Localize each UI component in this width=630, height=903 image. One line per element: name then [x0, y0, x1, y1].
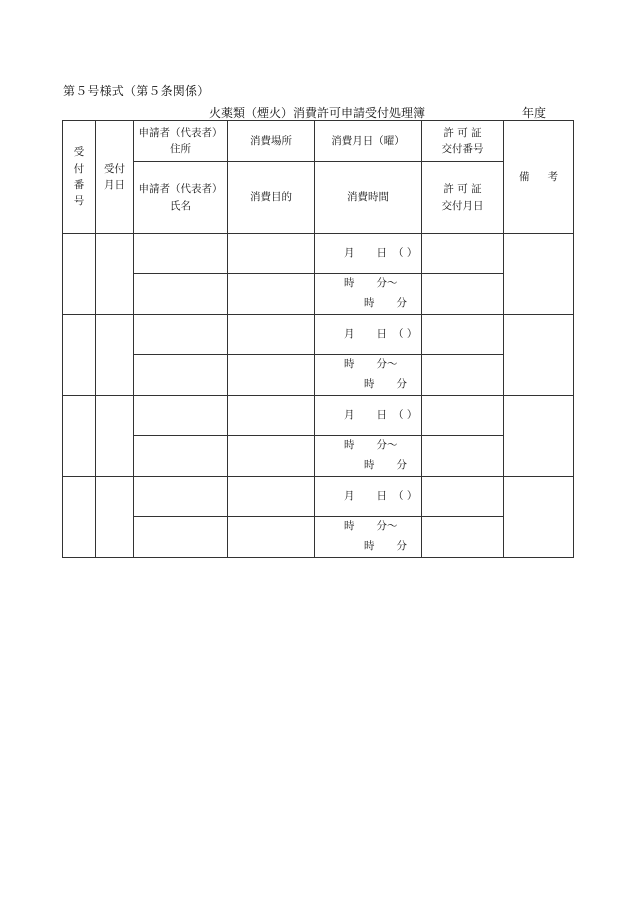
consumption-purpose-cell[interactable]	[228, 274, 315, 315]
table-row	[63, 355, 574, 396]
register-title: 火薬類（煙火）消費許可申請受付処理簿	[209, 106, 426, 120]
consumption-time-cell[interactable]: 時 分～ 時 分	[315, 517, 422, 558]
header-consumption-purpose: 消費目的	[228, 162, 315, 234]
header-consumption-time: 消費時間	[315, 162, 422, 234]
consumption-purpose-cell[interactable]	[228, 355, 315, 396]
table-row	[63, 315, 574, 355]
remarks-cell[interactable]	[504, 396, 574, 477]
fiscal-year-label: 年度	[522, 106, 547, 120]
reception-number-cell[interactable]	[63, 315, 96, 396]
consumption-place-cell[interactable]	[228, 477, 315, 517]
applicant-name-cell[interactable]	[134, 436, 228, 477]
applicant-address-cell[interactable]	[134, 396, 228, 436]
table-row	[63, 274, 574, 315]
consumption-date-cell[interactable]: 月 日 （ ）	[315, 315, 422, 355]
applicant-name-cell[interactable]	[134, 355, 228, 396]
remarks-cell[interactable]	[504, 477, 574, 558]
consumption-place-cell[interactable]	[228, 396, 315, 436]
reception-register-table	[62, 120, 574, 558]
applicant-name-cell[interactable]	[134, 274, 228, 315]
applicant-name-cell[interactable]	[134, 517, 228, 558]
header-reception-date: 受付 月日	[96, 121, 134, 234]
header-consumption-date: 消費月日（曜）	[315, 121, 422, 162]
table-row	[63, 396, 574, 436]
remarks-cell[interactable]	[504, 315, 574, 396]
header-consumption-place: 消費場所	[228, 121, 315, 162]
permit-number-cell[interactable]	[422, 396, 504, 436]
form-label: 第５号様式（第５条関係）	[63, 84, 210, 98]
reception-date-cell[interactable]	[96, 396, 134, 477]
remarks-cell[interactable]	[504, 234, 574, 315]
consumption-time-cell[interactable]: 時 分～ 時 分	[315, 355, 422, 396]
applicant-address-cell[interactable]	[134, 315, 228, 355]
table-row	[63, 517, 574, 558]
table-row	[63, 477, 574, 517]
header-remarks: 備 考	[504, 121, 574, 234]
header-applicant-name: 申請者（代表者） 氏名	[134, 162, 228, 234]
reception-date-cell[interactable]	[96, 315, 134, 396]
consumption-date-cell[interactable]: 月 日 （ ）	[315, 477, 422, 517]
permit-date-cell[interactable]	[422, 355, 504, 396]
permit-date-cell[interactable]	[422, 274, 504, 315]
reception-number-cell[interactable]	[63, 477, 96, 558]
consumption-place-cell[interactable]	[228, 315, 315, 355]
consumption-time-cell[interactable]: 時 分～ 時 分	[315, 436, 422, 477]
consumption-time-cell[interactable]: 時 分～ 時 分	[315, 274, 422, 315]
consumption-date-cell[interactable]: 月 日 （ ）	[315, 396, 422, 436]
reception-date-cell[interactable]	[96, 477, 134, 558]
consumption-purpose-cell[interactable]	[228, 436, 315, 477]
consumption-purpose-cell[interactable]	[228, 517, 315, 558]
header-permit-number: 許 可 証 交付番号	[422, 121, 504, 162]
reception-date-cell[interactable]	[96, 234, 134, 315]
applicant-address-cell[interactable]	[134, 477, 228, 517]
table-row	[63, 436, 574, 477]
reception-number-cell[interactable]	[63, 234, 96, 315]
header-permit-date: 許 可 証 交付月日	[422, 162, 504, 234]
consumption-place-cell[interactable]	[228, 234, 315, 274]
reception-number-cell[interactable]	[63, 396, 96, 477]
header-reception-number: 受 付 番 号	[63, 121, 96, 234]
header-applicant-address: 申請者（代表者） 住所	[134, 121, 228, 162]
permit-date-cell[interactable]	[422, 436, 504, 477]
permit-number-cell[interactable]	[422, 315, 504, 355]
consumption-date-cell[interactable]: 月 日 （ ）	[315, 234, 422, 274]
table-row	[63, 234, 574, 274]
permit-date-cell[interactable]	[422, 517, 504, 558]
permit-number-cell[interactable]	[422, 234, 504, 274]
applicant-address-cell[interactable]	[134, 234, 228, 274]
permit-number-cell[interactable]	[422, 477, 504, 517]
